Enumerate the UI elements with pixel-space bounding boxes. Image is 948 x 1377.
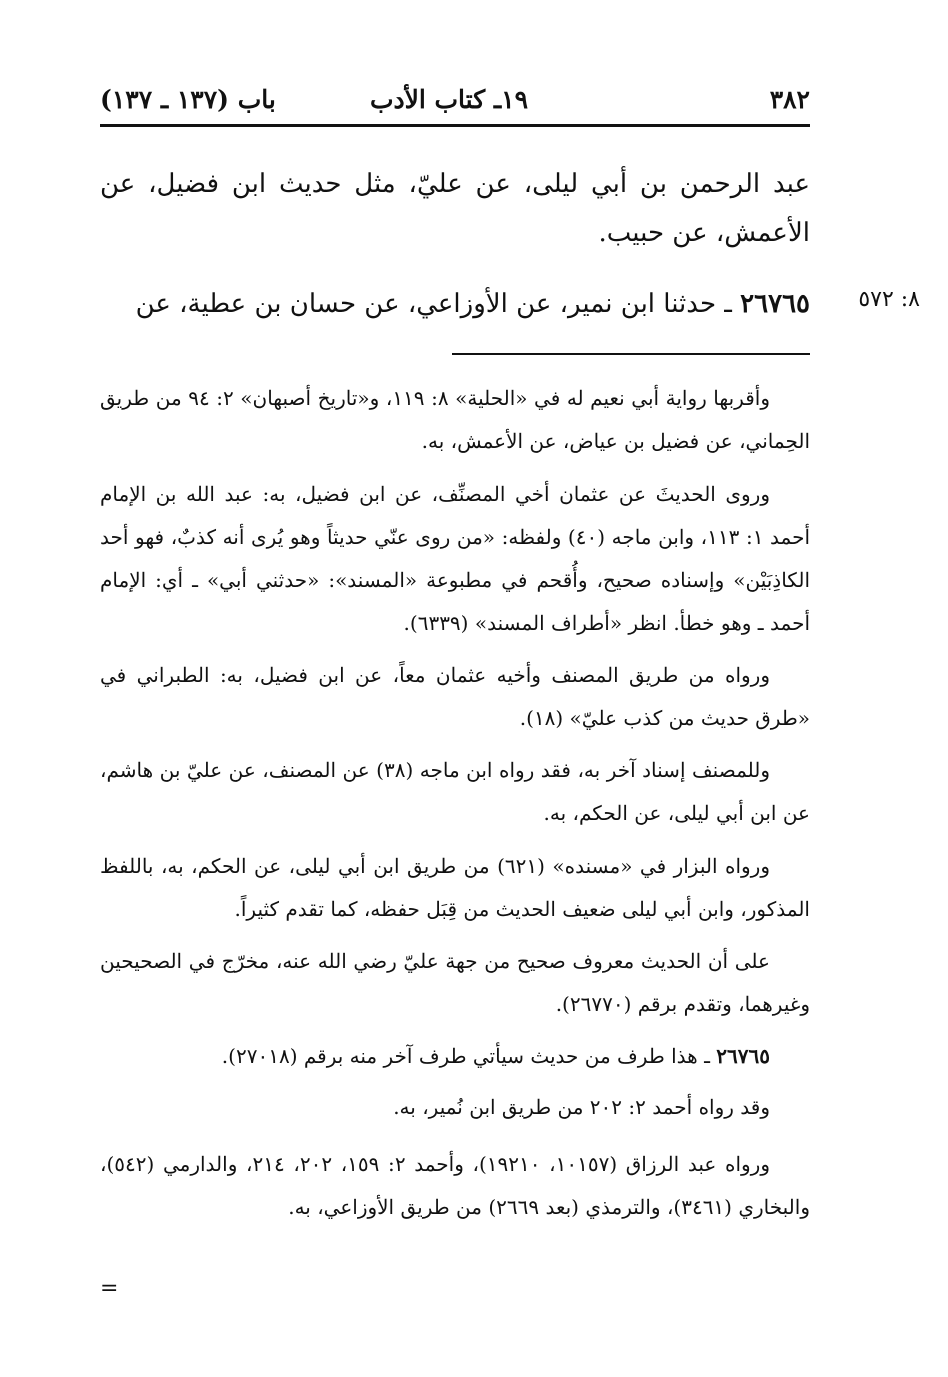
footnote-paragraph: ورواه عبد الرزاق (١٠١٥٧، ١٩٢١٠)، وأحمد ٢: ١٥٩، ٢٠٢، ٢١٤، والدارمي (٥٤٢)، والبخاري (٣٤٦١)، والترمذي (بعد ٢٦٦٩) من طريق الأوزاعي، به. (100, 1152, 810, 1219)
continuation-mark: = (100, 1276, 119, 1301)
footnote-paragraph: وللمصنف إسناد آخر به، فقد رواه ابن ماجه (٣٨) عن المصنف، عن عليّ بن هاشم، عن ابن أبي ليلى، عن الحكم، به. (100, 758, 810, 825)
hadith-number: ٢٦٧٦٥ (740, 289, 810, 319)
continuation-paragraph: عبد الرحمن بن أبي ليلى، عن عليّ، مثل حديث ابن فضيل، عن الأعمش، عن حبيب. (100, 169, 810, 248)
footnote-hadith-text: ـ هذا طرف من حديث سيأتي طرف آخر منه برقم (٢٧٠١٨). (221, 1044, 717, 1068)
book-title: ١٩ـ كتاب الأدب (369, 85, 528, 114)
footnote-hadith-note (100, 1035, 810, 1078)
header-divider (100, 124, 810, 127)
footnote-paragraph: وأقربها رواية أبي نعيم له في «الحلية» ٨: ١١٩، و«تاريخ أصبهان» ٢: ٩٤ من طريق الحِماني، عن فضيل بن عياض، عن الأعمش، به. (100, 386, 810, 453)
footnote-hadith-number: ٢٦٧٦٥ (716, 1044, 770, 1068)
hadith-text: ـ حدثنا ابن نمير، عن الأوزاعي، عن حسان بن عطية، عن (135, 289, 741, 319)
chapter-heading: باب (١٣٧ ـ ١٣٧) (100, 85, 276, 114)
footnote-divider (452, 353, 810, 355)
footnote-paragraph: ورواه البزار في «مسنده» (٦٢١) من طريق ابن أبي ليلى، عن الحكم، به، باللفظ المذكور، وابن أبي ليلى ضعيف الحديث من قِبَل حفظه، كما تقدم كثيراً. (100, 854, 810, 921)
page-number: ٣٨٢ (769, 85, 810, 114)
footnote-paragraph: وروى الحديثَ عن عثمان أخي المصنِّف، عن ابن فضيل، به: عبد الله بن الإمام أحمد ١: ١١٣، وابن ماجه (٤٠) ولفظه: «من روى عنّي حديثاً وهو يُرى أنه كذبٌ، فهو أحد الكاذِبَيْن» وإسناده صحيح، وأُقحم في مطبوعة «المسند»: «حدثني أبي» ـ أي: الإمام أحمد ـ وهو خطأ. انظر «أطراف المسند» (٦٣٣٩). (100, 482, 810, 635)
footnote-paragraph: وقد رواه أحمد ٢: ٢٠٢ من طريق ابن نُمير، به. (393, 1095, 770, 1119)
page-header (100, 82, 810, 122)
footnote-paragraph: ورواه من طريق المصنف وأخيه عثمان معاً، عن ابن فضيل، به: الطبراني في «طرق حديث من كذب عليّ» (١٨). (100, 663, 810, 730)
margin-reference: ٨: ٥٧٢ (858, 287, 920, 312)
footnote-paragraph: على أن الحديث معروف صحيح من جهة عليّ رضي الله عنه، مخرّج في الصحيحين وغيرهما، وتقدم برقم (٢٦٧٧٠). (100, 949, 810, 1016)
hadith-entry (100, 282, 810, 326)
